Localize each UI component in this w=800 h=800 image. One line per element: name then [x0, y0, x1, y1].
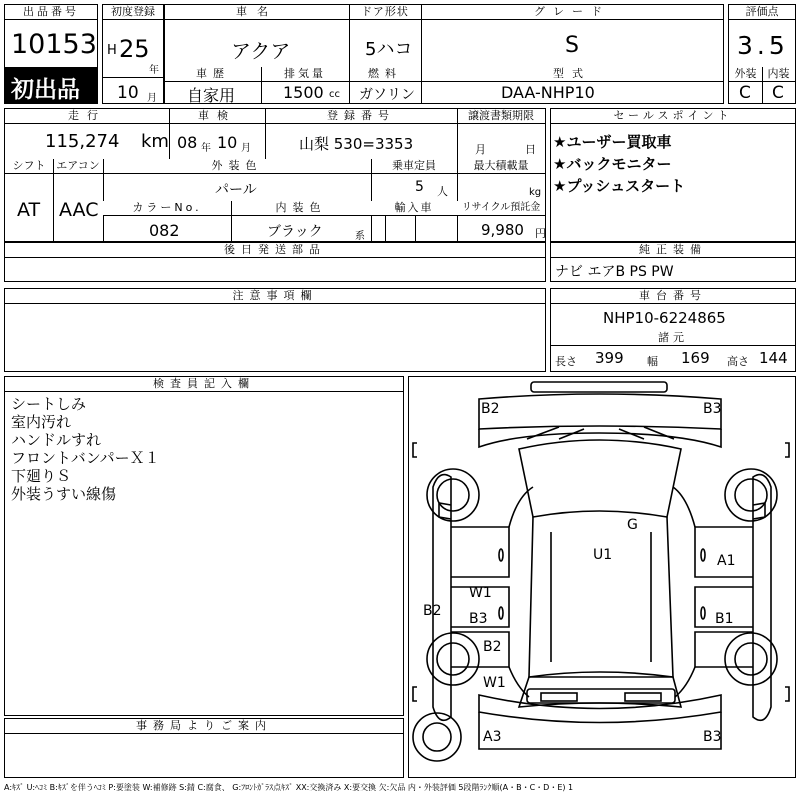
legend-text: A:ｷｽﾞ U:ﾍｺﾐ B:ｷｽﾞを伴うﾍｺﾐ P:要塗装 W:補修跡 S:錆 C:腐食、 G:ﾌﾛﾝﾄｶﾞﾗｽ点ｷｽﾞ XX:交換済み X:要交換 欠:欠品 内・外装評価 5段階ﾗﾝｸ順(A・B・C・D・E) 1 — [4, 783, 574, 792]
height-value: 144 — [759, 349, 788, 367]
exterior-label: 外装 — [729, 67, 762, 82]
first-reg-label: 初度登録 — [103, 5, 163, 20]
damage-mark: W1 — [483, 675, 506, 691]
mileage-unit: km — [141, 131, 169, 152]
car-info-box — [164, 4, 724, 104]
car-name: アクア — [231, 39, 291, 63]
office-label: 事務局よりご案内 — [5, 719, 403, 734]
equipment-label: 純正装備 — [551, 243, 795, 258]
score-label: 評価点 — [729, 5, 795, 20]
model-label: 型式 — [421, 67, 723, 82]
capacity-label: 乗車定員 — [371, 159, 457, 174]
inspector-notes — [11, 395, 160, 503]
inspection-label: 車検 — [169, 109, 265, 124]
lot-number: 10153 — [11, 29, 97, 60]
recycle-label: リサイクル預託金 — [457, 201, 545, 216]
equipment-value: ナビ エアB PS PW — [555, 264, 674, 280]
inspector-line: 下廻りＳ — [11, 467, 72, 485]
grade-label: グレード — [421, 5, 723, 20]
plate-label: 登録番号 — [265, 109, 457, 124]
damage-mark: B1 — [715, 611, 734, 627]
width-value: 169 — [681, 349, 710, 367]
inspector-line: ハンドルすれ — [11, 431, 102, 449]
door-label: ドア形状 — [349, 5, 421, 20]
mileage-label: 走行 — [5, 109, 169, 124]
damage-mark: G — [627, 517, 638, 533]
chassis-label: 車台番号 — [551, 289, 795, 304]
damage-mark: B3 — [703, 729, 722, 745]
chassis-number: NHP10-6224865 — [603, 309, 726, 327]
damage-diagram — [408, 376, 796, 778]
car-name-label: 車名 — [165, 5, 349, 20]
damage-mark: W1 — [469, 585, 492, 601]
history: 自家用 — [187, 86, 236, 105]
int-color-label: 内装色 — [231, 201, 371, 216]
recycle-fee: 9,980 — [481, 221, 524, 239]
max-load-label: 最大積載量 — [457, 159, 545, 174]
model: DAA-NHP10 — [501, 83, 595, 102]
inspector-line: シートしみ — [11, 395, 87, 413]
later-parts-box — [4, 242, 546, 282]
recycle-unit: 円 — [535, 227, 546, 240]
spec-label: 諸元 — [551, 331, 795, 346]
reg-month-unit: 月 — [147, 93, 157, 104]
sales-point-3: ★プッシュスタート — [553, 177, 686, 195]
first-listing-badge — [5, 67, 97, 103]
chassis-box — [550, 288, 796, 372]
sales-points-label: セールスポイント — [551, 109, 795, 124]
capacity-unit: 人 — [437, 185, 448, 198]
insp-month: 10 — [217, 133, 238, 152]
first-listing-text: 初出品 — [11, 77, 80, 103]
displacement-unit: cc — [329, 89, 340, 100]
int-color-suffix: 系 — [355, 231, 365, 242]
transfer-label: 譲渡書類期限 — [457, 109, 545, 124]
damage-mark: U1 — [593, 547, 613, 563]
int-color: ブラック — [267, 224, 323, 240]
sales-point-1: ★ユーザー買取車 — [553, 133, 672, 151]
capacity: 5 — [415, 179, 424, 195]
mileage: 115,274 — [45, 131, 120, 152]
color-no-label: カラーNo. — [103, 201, 231, 216]
score-value: 3.5 — [737, 31, 789, 60]
inspector-label: 検査員記入欄 — [5, 377, 403, 392]
ext-color-label: 外装色 — [103, 159, 371, 174]
reg-month: 10 — [117, 83, 139, 103]
damage-mark: B2 — [483, 639, 502, 655]
length-label: 長さ — [555, 355, 577, 368]
equipment-box — [550, 242, 796, 282]
inspector-line: 室内汚れ — [11, 413, 72, 431]
lot-label: 出品番号 — [5, 5, 97, 20]
insp-year: 08 — [177, 133, 198, 152]
inspector-line: 外装うすい線傷 — [11, 485, 117, 503]
reg-year-unit: 年 — [149, 65, 159, 76]
plate-number: 山梨 530=3353 — [299, 135, 414, 153]
interior-label: 内装 — [762, 67, 795, 82]
damage-mark: A1 — [717, 553, 736, 569]
fuel: ガソリン — [359, 87, 415, 103]
exterior-grade: C — [739, 83, 751, 103]
damage-mark: A3 — [483, 729, 502, 745]
era-letter: H — [107, 43, 117, 58]
displacement: 1500 — [283, 83, 324, 102]
shift-label: シフト — [5, 159, 53, 174]
notes-box — [4, 288, 546, 372]
door-type: 5ハコ — [365, 39, 413, 60]
ac-label: エアコン — [53, 159, 103, 174]
inspector-box — [4, 376, 404, 716]
displacement-label: 排気量 — [261, 67, 349, 82]
import-label: 輸入車 — [371, 201, 457, 216]
first-reg-box — [102, 4, 164, 104]
sales-point-2: ★バックモニター — [553, 155, 672, 173]
height-label: 高さ — [727, 355, 749, 368]
damage-mark: B3 — [703, 401, 722, 417]
width-label: 幅 — [647, 355, 658, 368]
insp-month-unit: 月 — [241, 143, 251, 154]
color-no: 082 — [149, 221, 180, 240]
ext-color: パール — [215, 182, 257, 198]
interior-grade: C — [772, 83, 784, 103]
insp-year-unit: 年 — [201, 143, 211, 154]
damage-mark: B3 — [469, 611, 488, 627]
inspector-line: フロントバンパーＸ１ — [11, 449, 160, 467]
later-parts-label: 後日発送部品 — [5, 243, 545, 258]
notes-label: 注意事項欄 — [5, 289, 545, 304]
transfer-day: 日 — [525, 143, 536, 156]
max-load-unit: kg — [529, 187, 542, 198]
office-box — [4, 718, 404, 778]
score-box — [728, 4, 796, 104]
car-outline-diagram — [409, 377, 795, 777]
ac: AAC — [59, 199, 99, 221]
reg-year: 25 — [119, 35, 150, 63]
transfer-month: 月 — [475, 143, 486, 156]
lot-box — [4, 4, 98, 104]
damage-mark: B2 — [423, 603, 442, 619]
fuel-label: 燃料 — [349, 67, 421, 82]
sales-points-box — [550, 108, 796, 242]
length-value: 399 — [595, 349, 624, 367]
history-label: 車歴 — [165, 67, 261, 82]
shift: AT — [17, 199, 41, 221]
grade: S — [565, 33, 579, 58]
damage-mark: B2 — [481, 401, 500, 417]
detail-box — [4, 108, 546, 242]
